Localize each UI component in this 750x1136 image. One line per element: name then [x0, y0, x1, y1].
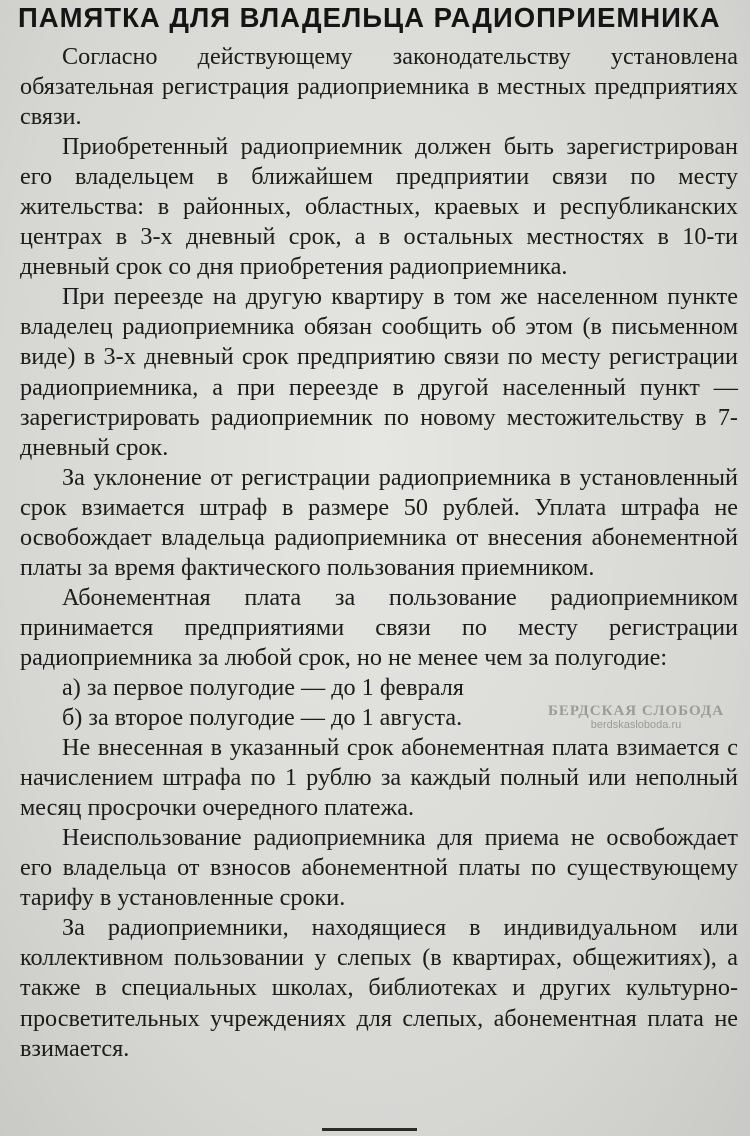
paragraph-subscription: Абонементная плата за пользование радиоприемником принимается предприятиями связи по месту регистрации радиоприемника за любой срок, но не менее чем за полугодие:	[20, 583, 738, 671]
list-item-second-half: б) за второе полугодие — до 1 августа.	[62, 704, 463, 732]
list-item-first-half: а) за первое полугодие — до 1 февраля	[62, 673, 464, 701]
divider	[322, 1128, 417, 1131]
article-body	[20, 42, 738, 1064]
watermark-url: berdskasloboda.ru	[590, 718, 682, 731]
paragraph-fine: За уклонение от регистрации радиоприемника в установленный срок взимается штраф в размере 50 рублей. Уплата штрафа не освобождает владельца радиоприемника от внесения абонементной платы за время фактического пользования приемником.	[20, 463, 738, 581]
paragraph-blind-exemption: За радиоприемники, находящиеся в индивидуальном или коллективном пользовании у слепых (в квартирах, общежитиях), а также в специальных школах, библиотеках и других культурно-просветительных учреждениях для слепых, абонементная плата не взимается.	[20, 914, 738, 1062]
watermark-name: БЕРДСКАЯ СЛОБОДА	[547, 703, 725, 719]
paragraph-registration: Согласно действующему законодательству установлена обязательная регистрация радиоприемника в местных предприятиях связи.	[20, 43, 738, 131]
paragraph-non-use: Неиспользование радиоприемника для приема не освобождает его владельца от взносов абонементной платы по существующему тарифу в установленные сроки.	[20, 824, 738, 912]
paragraph-purchase: Приобретенный радиоприемник должен быть зарегистрирован его владельцем в ближайшем предприятии связи по месту жительства: в районных, областных, краевых и республиканских центрах в 3-х дневный срок, а в остальных местностях в 10-ти дневный срок со дня приобретения радиоприемника.	[20, 133, 738, 281]
paragraph-late-payment: Не внесенная в указанный срок абонементная плата взимается с начислением штрафа по 1 рублю за каждый полный или неполный месяц просрочки очередного платежа.	[20, 734, 738, 822]
paragraph-moving: При переезде на другую квартиру в том же населенном пункте владелец радиоприемника обязан сообщить об этом (в письменном виде) в 3-х дневный срок предприятию связи по месту регистрации радиоприемника, а при переезде в другой населенный пункт — зарегистрировать радиоприемник по новому местожительству в 7-дневный срок.	[20, 283, 738, 461]
watermark	[536, 704, 736, 731]
page-title: ПАМЯТКА ДЛЯ ВЛАДЕЛЬЦА РАДИОПРИЕМНИКА	[18, 2, 721, 33]
